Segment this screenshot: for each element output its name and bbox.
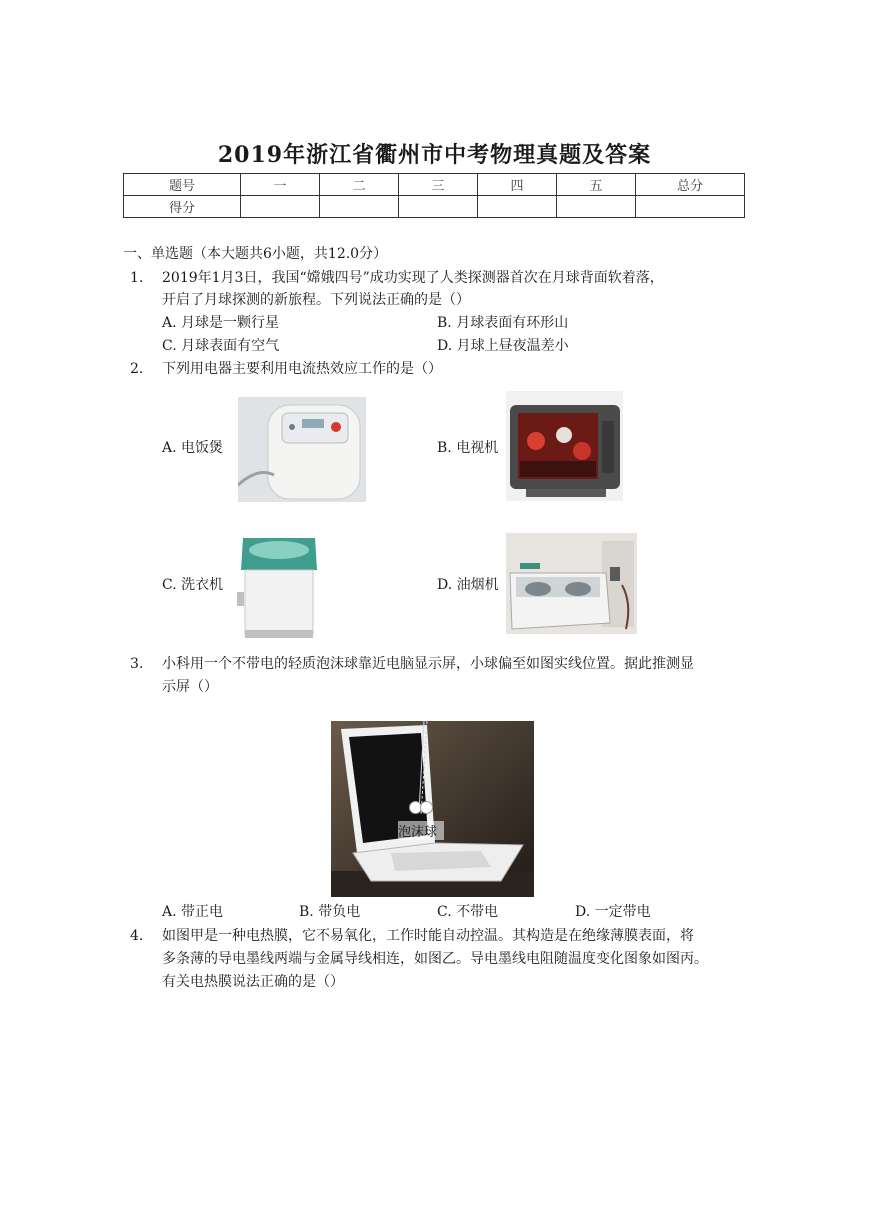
option-b: B. 带负电 bbox=[299, 904, 361, 920]
television-image bbox=[506, 391, 623, 501]
section-heading: 一、单选题（本大题共6小题，共12.0分） bbox=[123, 246, 388, 262]
score-table bbox=[123, 173, 745, 218]
score-table-cell bbox=[399, 196, 478, 218]
range-hood-image bbox=[506, 533, 637, 634]
score-table-cell: 三 bbox=[399, 174, 478, 196]
question-number: 1. bbox=[130, 270, 144, 286]
score-table-score-row bbox=[124, 196, 745, 218]
score-table-cell: 题号 bbox=[124, 174, 241, 196]
score-table-cell bbox=[557, 196, 636, 218]
score-table-cell bbox=[636, 196, 745, 218]
score-table-cell bbox=[241, 196, 320, 218]
score-table-header-row bbox=[124, 174, 745, 196]
score-table-cell bbox=[478, 196, 557, 218]
laptop-figure bbox=[331, 721, 534, 897]
option-a: A. 电饭煲 bbox=[162, 440, 224, 456]
score-table-cell bbox=[320, 196, 399, 218]
rice-cooker-image bbox=[238, 397, 366, 502]
foam-ball-dashed bbox=[420, 801, 433, 814]
option-d: D. 月球上昼夜温差小 bbox=[437, 338, 569, 354]
option-d: D. 油烟机 bbox=[437, 577, 499, 593]
score-table-cell: 五 bbox=[557, 174, 636, 196]
washing-machine-image bbox=[237, 530, 321, 642]
question-stem: 多条薄的导电墨线两端与金属导线相连，如图乙。导电墨线电阻随温度变化图象如图丙。 bbox=[162, 951, 708, 967]
question-number: 3. bbox=[130, 656, 144, 672]
question-number: 4. bbox=[130, 928, 144, 944]
question-stem: 小科用一个不带电的轻质泡沫球靠近电脑显示屏，小球偏至如图实线位置。据此推测显 bbox=[162, 656, 694, 672]
page-title: 2019年浙江省衢州市中考物理真题及答案 bbox=[217, 142, 652, 168]
score-table-cell: 四 bbox=[478, 174, 557, 196]
option-c: C. 月球表面有空气 bbox=[162, 338, 280, 354]
option-a: A. 月球是一颗行星 bbox=[162, 315, 280, 331]
option-b: B. 月球表面有环形山 bbox=[437, 315, 569, 331]
option-a: A. 带正电 bbox=[162, 904, 224, 920]
score-table-cell: 一 bbox=[241, 174, 320, 196]
score-table-cell: 总分 bbox=[636, 174, 745, 196]
question-stem: 开启了月球探测的新旅程。下列说法正确的是（） bbox=[162, 292, 470, 308]
option-d: D. 一定带电 bbox=[575, 904, 651, 920]
question-stem: 下列用电器主要利用电流热效应工作的是（） bbox=[162, 361, 442, 377]
foam-ball-label: 泡沫球 bbox=[398, 821, 444, 840]
score-table-cell: 得分 bbox=[124, 196, 241, 218]
option-c: C. 不带电 bbox=[437, 904, 499, 920]
question-stem: 如图甲是一种电热膜，它不易氧化，工作时能自动控温。其构造是在绝缘薄膜表面，将 bbox=[162, 928, 694, 944]
option-b: B. 电视机 bbox=[437, 440, 499, 456]
score-table-cell: 二 bbox=[320, 174, 399, 196]
question-stem: 有关电热膜说法正确的是（） bbox=[162, 974, 344, 990]
question-stem: 2019年1月3日，我国“嫦娥四号”成功实现了人类探测器首次在月球背面软着落， bbox=[162, 270, 664, 286]
question-stem: 示屏（） bbox=[162, 679, 218, 695]
question-number: 2. bbox=[130, 361, 144, 377]
option-c: C. 洗衣机 bbox=[162, 577, 224, 593]
